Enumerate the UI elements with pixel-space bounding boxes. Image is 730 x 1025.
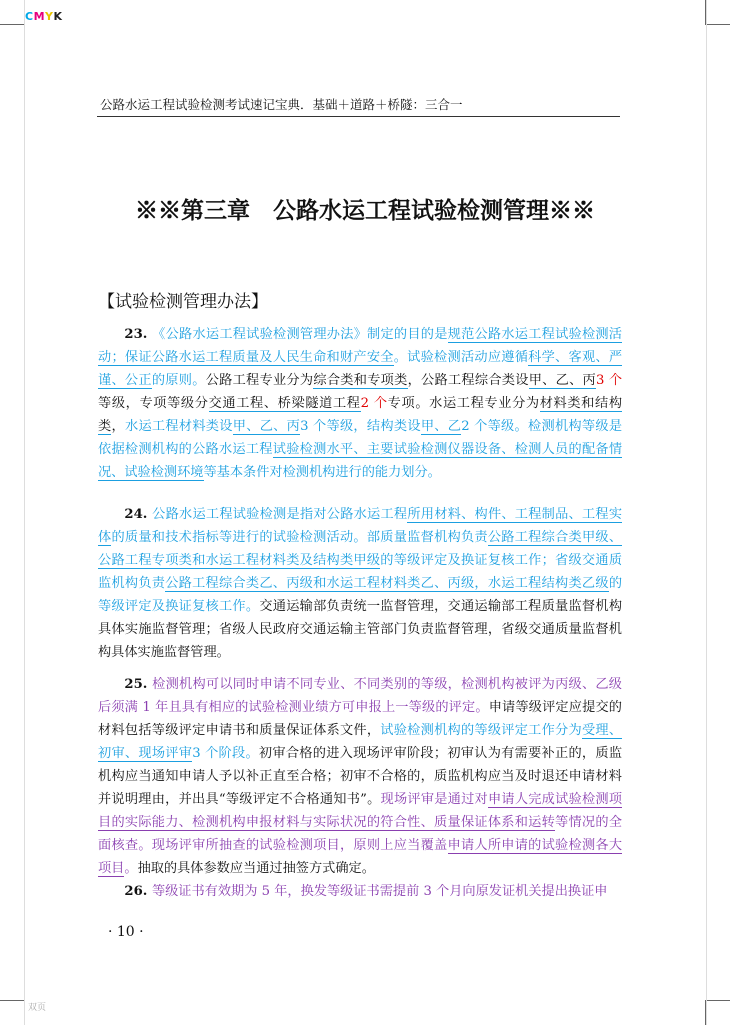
running-header: 公路水运工程试验检测考试速记宝典．基础＋道路＋桥隧：三合一 xyxy=(100,97,463,112)
header-rule xyxy=(97,116,620,117)
chapter-title: ※※第三章 公路水运工程试验检测管理※※ xyxy=(135,197,595,224)
text-segment: 甲、乙、丙 xyxy=(528,373,596,388)
paragraph-text xyxy=(98,880,622,903)
text-segment: 《公路水运工程试验检测管理办法》制定的目的是 xyxy=(152,327,448,342)
cmyk-k: K xyxy=(53,10,63,23)
paragraph-number: 23. xyxy=(124,327,153,342)
text-segment: 交通运输部负责统一监督管理，交通运输部工程质量监督机构具体实施监督管理；省级人民政府交通运输主管部门负责监督管理，省级交通质量监督机构具体实施监督管理。 xyxy=(98,599,623,660)
text-segment: 水运工程材料类设 xyxy=(124,419,233,434)
text-segment: 的质量和技术指标等进行的试验检测活动。部质量监督机构负责 xyxy=(111,530,488,545)
text-segment: 公路工程综合类甲级、公路工程专项类和水运工程材料类及结构类甲级 xyxy=(98,530,623,568)
text-segment: 甲、乙、丙 xyxy=(232,419,301,434)
text-segment: 申请人所申请的试验检测各大项目 xyxy=(98,838,623,876)
text-segment: 专项。水运工程专业分为 xyxy=(387,396,540,411)
text-segment: 公路水运工程试验检测是指对公路水运工程 xyxy=(152,507,408,522)
crop-mark-top-right xyxy=(705,0,730,25)
text-segment: 等情况的全面核查。现场评审所抽查的试验检测项目，原则上应当覆盖 xyxy=(98,815,623,853)
text-segment: 3 个等级，结构类设 xyxy=(300,419,421,434)
text-segment: 规范公路水运工程试验检测活动；保证公路水运工程质量及人民生命和财产安全 xyxy=(98,327,622,365)
text-segment: 等级，专项等级分 xyxy=(98,396,209,411)
paragraph-number: 24. xyxy=(124,507,153,522)
page-number: · 10 · xyxy=(108,924,144,940)
trim-line-left xyxy=(24,0,25,1025)
paragraph-text xyxy=(98,323,622,484)
text-segment: 3 个 xyxy=(596,373,623,388)
text-segment: ，公路工程综合类设 xyxy=(407,373,529,388)
text-segment: 甲、乙 xyxy=(420,419,462,434)
text-segment: 科学、客观、严谨、公正 xyxy=(98,350,623,388)
text-segment: 2 个等级。检测机构等级是依据检测机构的公路水运工程 xyxy=(98,419,623,457)
text-segment: 抽取的具体参数应当通过抽签方式确定。 xyxy=(137,861,375,876)
footer-print-mark: 双页 xyxy=(28,1003,47,1013)
text-segment: 初审合格的进入现场评审阶段；初审认为有需要补正的，质监机构应当通知申请人予以补正直至合格；初审不合格的，质监机构应当及时退还申请材料并说明理由，并出具“等级评定不合格通知书”。 xyxy=(98,746,623,807)
paragraph-number: 26. xyxy=(124,884,152,899)
text-segment: 现场评审是通过对 xyxy=(380,792,488,807)
crop-mark-bottom-left xyxy=(0,1000,25,1025)
paragraph-number: 25. xyxy=(124,677,153,692)
text-segment: 3 个阶段。 xyxy=(192,746,259,761)
text-segment: 的原则。 xyxy=(151,373,206,388)
text-segment: 交通工程、桥梁隧道工程 xyxy=(208,396,361,411)
text-segment: 申请等级评定应提交的材料包括等级评定申请书和质量保证体系文件， xyxy=(98,700,622,738)
paragraph-26 xyxy=(98,880,622,903)
text-segment: 。 xyxy=(124,861,138,876)
crop-mark-bottom-right xyxy=(705,1000,730,1025)
paragraph-23 xyxy=(98,323,622,484)
text-segment: 的等级评定及换证复核工作；省级交通质监机构负责 xyxy=(98,553,623,591)
cmyk-m: M xyxy=(33,10,46,23)
text-segment: 受理、初审、现场评审 xyxy=(98,723,623,761)
trim-line-right xyxy=(706,0,707,1025)
text-segment: 的等级评定及换证复核工作。 xyxy=(98,576,623,614)
cmyk-c: C xyxy=(25,10,34,23)
text-segment: 等级证书有效期为 5 年，换发等级证书需提前 3 个月向原发证机关提出换证申 xyxy=(151,884,608,899)
text-segment: 所用材料、构件、工程制品、工程实体 xyxy=(98,507,623,545)
text-segment: 检测机构可以同时申请不同专业、不同类别的等级，检测机构被评为丙级、乙级后须满 1 年且具有相应的试验检测业绩方可申报上一等级的评定。 xyxy=(98,677,622,715)
text-segment: 公路工程综合类乙、丙级和水运工程材料类乙、丙级，水运工程结构类乙级 xyxy=(165,576,609,591)
text-segment: 试验检测机构的等级评定工作分为 xyxy=(380,723,582,738)
cmyk-color-mark xyxy=(25,10,63,23)
text-segment: 材料类和结构类 xyxy=(98,396,623,434)
paragraph-25 xyxy=(98,673,622,880)
crop-mark-top-left xyxy=(0,0,25,25)
text-segment: 试验检测水平、主要试验检测仪器设备、检测人员的配备情况、试验检测环境 xyxy=(98,442,623,480)
text-segment: 综合类和专项类 xyxy=(313,373,408,388)
section-title: 【试验检测管理办法】 xyxy=(98,292,268,312)
text-segment: ， xyxy=(111,419,125,434)
cmyk-y: Y xyxy=(45,10,54,23)
text-segment: 公路工程专业分为 xyxy=(205,373,314,388)
text-segment: 等基本条件对检测机构进行的能力划分。 xyxy=(203,465,441,480)
paragraph-24 xyxy=(98,503,622,664)
paragraph-text xyxy=(98,503,622,664)
paragraph-text xyxy=(98,673,622,880)
text-segment: 申请人完成试验检测项目的实际能力、检测机构申报材料与实际状况的符合性、质量保证体系和运转 xyxy=(98,792,623,830)
text-segment: 。试验检测活动应遵循 xyxy=(393,350,529,365)
text-segment: 2 个 xyxy=(360,396,388,411)
